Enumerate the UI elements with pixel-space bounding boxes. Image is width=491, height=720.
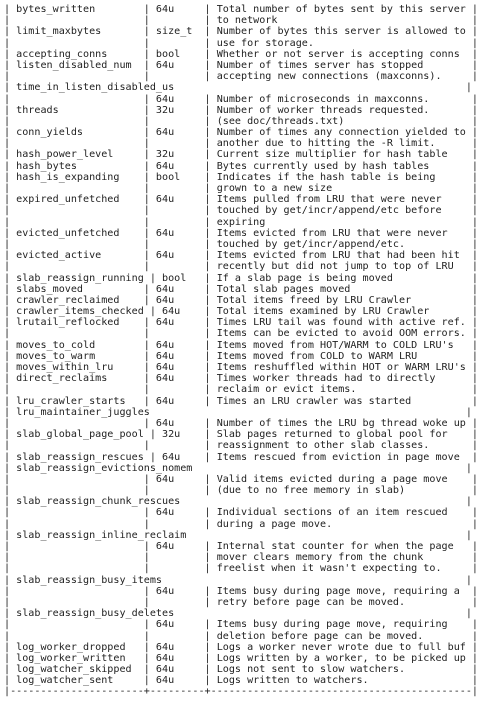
table-line: | time_in_listen_disabled_us | — [4, 82, 472, 94]
table-line: | | | recently but did not jump to top of LRU | — [4, 261, 479, 273]
table-line: | slab_reassign_busy_items | — [4, 574, 472, 586]
table-line: | bytes_written | 64u | Total number of bytes sent by this server | — [4, 4, 479, 15]
table-line: | slab_reassign_evictions_nomem | — [4, 462, 472, 474]
table-line: | | 64u | Number of times the LRU bg thread woke up | — [4, 417, 479, 429]
table-line: | listen_disabled_num | 64u | Number of times server has stopped | — [4, 59, 479, 71]
table-line: | evicted_active | 64u | Items evicted from LRU that had been hit | — [4, 250, 479, 262]
table-line: | log_worker_dropped | 64u | Logs a worker never wrote due to full buf | — [4, 641, 479, 653]
table-line: | | | (see doc/threads.txt) | — [4, 115, 479, 127]
table-line: | | | to network | — [4, 15, 479, 27]
table-line: | | | expiring | — [4, 216, 479, 228]
table-line: | log_watcher_skipped | 64u | Logs not sent to slow watchers. | — [4, 664, 479, 676]
table-line: | conn_yields | 64u | Number of times any connection yielded to | — [4, 127, 479, 139]
table-line: | | 64u | Individual sections of an item rescued | — [4, 507, 479, 519]
table-line: | slabs_moved | 64u | Total slab pages moved | — [4, 283, 479, 295]
table-line: | | | grown to a new size | — [4, 183, 479, 194]
table-line: | slab_reassign_inline_reclaim | — [4, 529, 472, 541]
table-line: | | | Items can be evicted to avoid OOM errors. | — [4, 328, 479, 340]
table-line: | | | another due to hitting the -R limit. | — [4, 138, 479, 150]
table-line: | slab_reassign_chunk_rescues | — [4, 496, 472, 508]
table-line: | lrutail_reflocked | 64u | Times LRU tail was found with active ref. | — [4, 317, 479, 329]
table-line: | expired_unfetched | 64u | Items pulled from LRU that were never | — [4, 194, 479, 206]
table-line: | hash_is_expanding | bool | Indicates if the hash table is being | — [4, 171, 479, 183]
table-line: | | | deletion before page can be moved. | — [4, 630, 479, 642]
table-line: | moves_to_cold | 64u | Items moved from HOT/WARM to COLD LRU's | — [4, 339, 479, 351]
table-line: | slab_global_page_pool | 32u | Slab pages returned to global pool for | — [4, 429, 479, 441]
table-line: | | 64u | Number of microseconds in maxconns. | — [4, 93, 479, 105]
table-line: | crawler_reclaimed | 64u | Total items freed by LRU Crawler | — [4, 294, 479, 306]
table-line: | evicted_unfetched | 64u | Items evicted from LRU that were never | — [4, 227, 479, 239]
table-line: | direct_reclaims | 64u | Times worker threads had to directly | — [4, 373, 479, 385]
table-line: | accepting_conns | bool | Whether or not server is accepting conns | — [4, 48, 479, 60]
table-line: | hash_bytes | 64u | Bytes currently used by hash tables | — [4, 160, 479, 172]
table-line: | | 64u | Valid items evicted during a page move | — [4, 473, 479, 485]
table-line: | slab_reassign_running | bool | If a slab page is being moved | — [4, 272, 479, 284]
table-line: | | 64u | Items busy during page move, requiring | — [4, 619, 479, 631]
table-line: | | | mover clears memory from the chunk | — [4, 552, 479, 564]
table-line: | slab_reassign_busy_deletes | — [4, 608, 472, 620]
table-line: | lru_maintainer_juggles | — [4, 406, 472, 418]
table-line: | slab_reassign_rescues | 64u | Items rescued from eviction in page move | — [4, 451, 479, 463]
table-line: | | | reclaim or evict items. | — [4, 384, 479, 396]
table-line: | | | retry before page can be moved. | — [4, 596, 479, 608]
table-line: | | | touched by get/incr/append/etc before | — [4, 205, 479, 217]
table-line: | limit_maxbytes | size_t | Number of bytes this server is allowed to | — [4, 26, 479, 38]
table-line: | | | touched by get/incr/append/etc. | — [4, 238, 479, 250]
table-line: | crawler_items_checked | 64u | Total items examined by LRU Crawler | — [4, 306, 479, 318]
table-line: | log_watcher_sent | 64u | Logs written to watchers. | — [4, 675, 479, 687]
table-line: | | | during a page move. | — [4, 518, 479, 530]
table-line: | moves_to_warm | 64u | Items moved from COLD to WARM LRU | — [4, 350, 479, 362]
table-line: | threads | 32u | Number of worker threads requested. | — [4, 104, 479, 116]
table-line: | | | freelist when it wasn't expecting to. | — [4, 563, 479, 575]
table-line: |----------------------+---------+-------------------------------------------| — [4, 686, 479, 698]
table-line: | hash_power_level | 32u | Current size multiplier for hash table | — [4, 149, 479, 161]
table-line: | | | reassignment to other slab classes. | — [4, 440, 479, 452]
table-line: | | | accepting new connections (maxconns). | — [4, 71, 479, 83]
table-line: | | | (due to no free memory in slab) | — [4, 485, 479, 497]
table-line: | | | use for storage. | — [4, 37, 479, 49]
table-line: | lru_crawler_starts | 64u | Times an LRU crawler was started | — [4, 395, 479, 407]
table-line: | | 64u | Internal stat counter for when the page | — [4, 541, 479, 552]
table-line: | moves_within_lru | 64u | Items reshuffled within HOT or WARM LRU's | — [4, 362, 479, 373]
table-line: | log_worker_written | 64u | Logs written by a worker, to be picked up | — [4, 652, 479, 664]
table-line: | | 64u | Items busy during page move, requiring a | — [4, 585, 479, 597]
